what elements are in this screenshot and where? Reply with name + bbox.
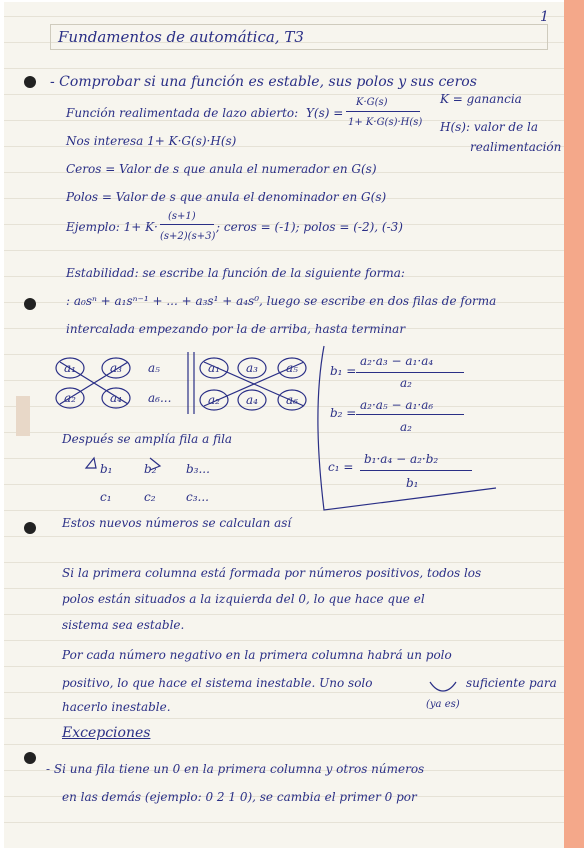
t2-a1: a₁ [208,361,220,375]
t2-a2: a₂ [208,393,220,407]
line-13: polos están situados a la izquierda del 0, lo que hace que el [62,592,425,606]
line-11: Estos nuevos números se calculan así [62,516,292,530]
line-16b: suficiente para [466,676,557,690]
b3: b₃... [186,462,210,476]
line-2a: Función realimentada de lazo abierto: [66,106,299,120]
c1-num: b₁·a₄ − a₂·b₂ [364,452,439,466]
b2-den: a₂ [400,420,412,434]
c1: c₁ [100,490,112,504]
line-1: - Comprobar si una función es estable, sus polos y sus ceros [50,74,477,90]
line-3: Nos interesa 1+ K·G(s)·H(s) [66,134,237,148]
c1-den: b₁ [406,476,419,490]
t1-a5: a₅ [148,361,160,375]
b1-lhs: b₁ = [330,364,357,378]
line-4: Ceros = Valor de s que anula el numerador en G(s) [66,162,377,176]
b2: b₂ [144,462,157,476]
k-def: K = ganancia [440,92,522,106]
t1-a1: a₁ [64,361,76,375]
h-def: H(s): valor de la [440,120,538,134]
b1-den: a₂ [400,376,412,390]
line-8: : a₀sⁿ + a₁sⁿ⁻¹ + ... + a₃s¹ + a₄s⁰, luego se escribe en dos filas de forma [66,294,497,308]
t2-a6: a₆ [286,393,298,407]
c3: c₃... [186,490,209,504]
b2-bar [356,414,464,415]
line-10: Después se amplía fila a fila [62,432,233,446]
line-6b: ; ceros = (-1); polos = (-2), (-3) [216,220,403,234]
b1-num: a₂·a₃ − a₁·a₄ [360,354,434,368]
t2-a5: a₅ [286,361,298,375]
line-7: Estabilidad: se escribe la función de la siguiente forma: [66,266,405,280]
line-9: intercalada empezando por la de arriba, hasta terminar [66,322,406,336]
line-16: positivo, lo que hace el sistema inestable. Uno solo [62,676,373,690]
c2: c₂ [144,490,156,504]
t1-a3: a₃ [110,361,122,375]
line-12: Si la primera columna está formada por números positivos, todos los [62,566,482,580]
b1-bar [356,372,464,373]
c1-lhs: c₁ = [328,460,354,474]
line-6a: Ejemplo: 1+ K· [66,220,158,234]
line-16-note: (ya es) [426,699,460,710]
t2-a4: a₄ [246,393,258,407]
line-2b: Y(s) = [306,106,344,120]
h-def-2: realimentación [470,140,562,154]
c1-bar [360,470,472,471]
line-20: en las demás (ejemplo: 0 2 1 0), se cambia el primer 0 por [62,790,417,804]
t1-a2: a₂ [64,391,76,405]
page-number: 1 [540,9,549,25]
line-17: hacerlo inestable. [62,700,171,714]
fraction-num: K·G(s) [356,97,388,108]
example-den: (s+2)(s+3) [160,231,216,242]
page-title: Fundamentos de automática, T3 [58,28,304,46]
line-19: - Si una fila tiene un 0 en la primera columna y otros números [46,762,425,776]
t1-a6: a₆... [148,391,172,405]
t1-a4: a₄ [110,391,122,405]
line-5: Polos = Valor de s que anula el denominador en G(s) [66,190,387,204]
line-15: Por cada número negativo en la primera columna habrá un polo [62,648,452,662]
fraction-den: 1+ K·G(s)·H(s) [348,117,423,128]
b1: b₁ [100,462,113,476]
exceptions-heading: Excepciones [62,725,151,741]
b2-num: a₂·a₅ − a₁·a₆ [360,398,434,412]
line-14: sistema sea estable. [62,618,185,632]
t2-a3: a₃ [246,361,258,375]
b2-lhs: b₂ = [330,406,357,420]
example-num: (s+1) [168,211,196,222]
